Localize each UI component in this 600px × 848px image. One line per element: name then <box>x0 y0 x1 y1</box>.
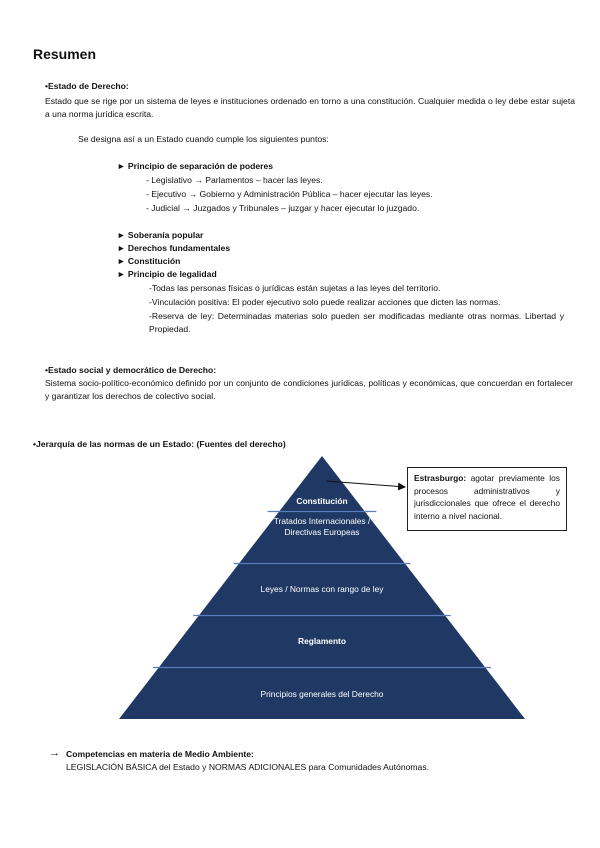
pyramid-level-reglamento: Reglamento <box>298 636 346 646</box>
legalidad-item: -Reserva de ley: Determinadas materias solo pueden ser modificadas mediante otras normas. Libertad y Propiedad. <box>149 311 564 334</box>
pyramid-level-leyes: Leyes / Normas con rango de ley <box>260 584 384 594</box>
arrow-icon: → <box>49 747 60 759</box>
pyramid-level-tratados: Tratados Internacionales / Directivas Europeas <box>273 516 371 537</box>
separacion-item: - Ejecutivo → Gobierno y Administración Pública – hacer ejecutar las leyes. <box>146 189 433 199</box>
separacion-item: - Legislativo → Parlamentos – hacer las leyes. <box>146 175 323 185</box>
point-soberania: ► Soberanía popular <box>117 230 204 240</box>
estado-derecho-intro: Se designa así a un Estado cuando cumple los siguientes puntos: <box>78 134 329 144</box>
point-constitucion: ► Constitución <box>117 256 181 266</box>
point-legalidad: ► Principio de legalidad <box>117 269 217 279</box>
estado-social-definition: Sistema socio-político-económico definido por un conjunto de condiciones jurídicas, políticas y económicas, que concuerdan en fortalecer y garantizar los derechos de colectivo social. <box>45 378 573 401</box>
pyramid-level-constitucion: Constitución <box>296 496 348 506</box>
section-heading-jerarquia: •Jerarquía de las normas de un Estado: (Fuentes del derecho) <box>33 439 286 449</box>
callout-box <box>407 467 567 531</box>
legalidad-item: -Vinculación positiva: El poder ejecutivo solo puede realizar acciones que dicten las normas. <box>149 297 501 307</box>
separacion-item: - Judicial → Juzgados y Tribunales – juzgar y hacer ejecutar lo juzgado. <box>146 203 420 213</box>
estado-derecho-definition: Estado que se rige por un sistema de leyes e instituciones ordenado en torno a una constitución. Cualquier medida o ley debe estar sujeta a una norma jurídica escrita. <box>45 96 575 119</box>
legalidad-item: -Todas las personas físicas o jurídicas están sujetas a las leyes del territorio. <box>149 283 441 293</box>
pyramid-level-principios: Principios generales del Derecho <box>260 689 384 699</box>
callout-bold: Estrasburgo: <box>414 473 467 483</box>
section-heading-estado-social: •Estado social y democrático de Derecho: <box>45 365 217 375</box>
page-title: Resumen <box>33 46 97 62</box>
competencias-text: LEGISLACIÓN BÁSICA del Estado y NORMAS ADICIONALES para Comunidades Autónomas. <box>66 762 430 772</box>
point-derechos: ► Derechos fundamentales <box>117 243 231 253</box>
separacion-heading: ► Principio de separación de poderes <box>117 161 274 171</box>
callout-text: agotar previamente los procesos administrativos y jurisdiccionales que ofrece el derecho interno a nivel nacional. <box>414 473 560 521</box>
competencias-heading: Competencias en materia de Medio Ambiente: <box>66 749 254 759</box>
section-heading-estado-derecho: •Estado de Derecho: <box>45 81 129 91</box>
